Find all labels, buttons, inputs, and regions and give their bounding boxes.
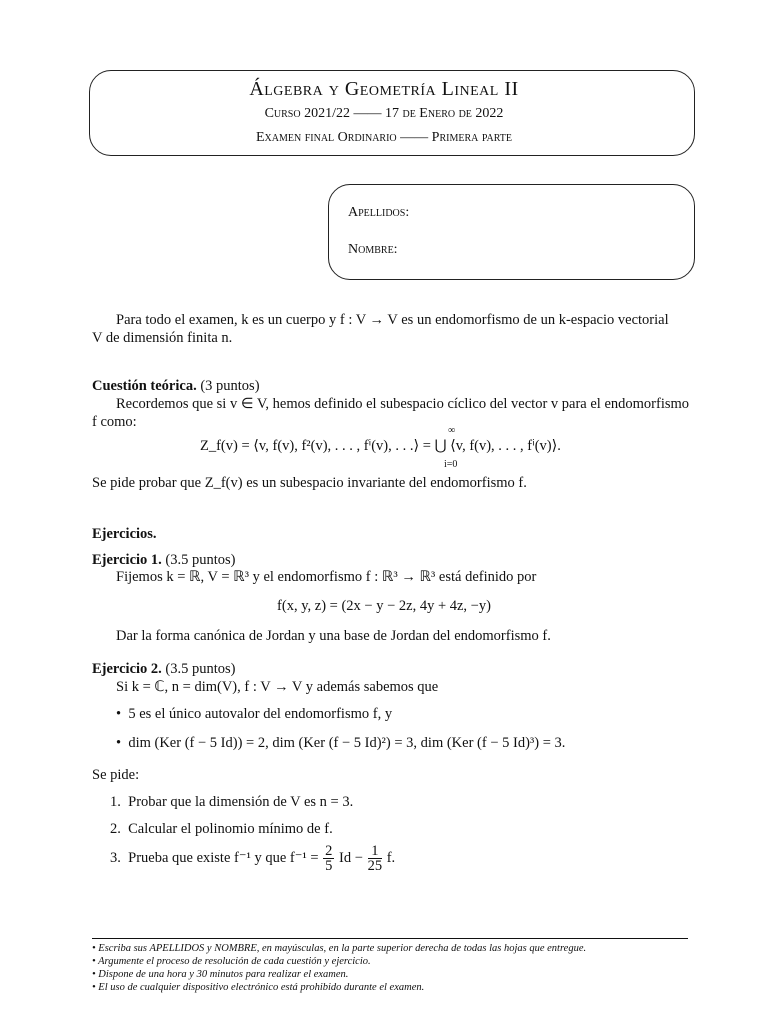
exercise2-item-3 bbox=[110, 843, 395, 873]
union-upper-limit: ∞ bbox=[448, 425, 456, 436]
item-3-number: 3. bbox=[110, 850, 121, 866]
surname-label: Apellidos: bbox=[348, 205, 410, 220]
identity-minus: Id − bbox=[339, 850, 363, 866]
exercise2-item-1 bbox=[110, 793, 353, 811]
theory-heading bbox=[92, 377, 260, 395]
exercise2-bullet-2: • dim (Ker (f − 5 Id)) = 2, dim (Ker (f − 5 Id)²) = 3, dim (Ker (f − 5 Id)³) = 3. bbox=[116, 735, 566, 751]
item-1-text: Probar que la dimensión de V es n = 3. bbox=[128, 794, 354, 810]
item-3-text: Prueba que existe f⁻¹ y que f⁻¹ = bbox=[128, 850, 319, 866]
exercises-heading: Ejercicios. bbox=[92, 526, 157, 542]
exercise2-bullet-2-text: dim (Ker (f − 5 Id)) = 2, dim (Ker (f − 5 Id)²) = 3, dim (Ker (f − 5 Id)³) = 3. bbox=[128, 735, 566, 751]
name-label: Nombre: bbox=[348, 242, 398, 257]
fraction-one-25th bbox=[368, 844, 383, 873]
formula-tail: f. bbox=[386, 850, 396, 866]
footnote-3: • Dispone de una hora y 30 minutos para realizar el examen. bbox=[92, 969, 349, 980]
theory-points: (3 puntos) bbox=[200, 378, 260, 394]
exercise1-task: Dar la forma canónica de Jordan y una base de Jordan del endomorfismo f. bbox=[116, 628, 551, 644]
exercise2-line-1: Si k = ℂ, n = dim(V), f : V → V y además sabemos que bbox=[116, 679, 439, 695]
exercise2-asks: Se pide: bbox=[92, 767, 140, 783]
intro-line-1: Para todo el examen, k es un cuerpo y f : V → V es un endomorfismo de un k-espacio vectorial bbox=[116, 312, 669, 328]
fraction-two-fifths bbox=[323, 844, 334, 873]
fraction-2-denominator: 25 bbox=[367, 858, 383, 875]
exam-subtitle: Examen final Ordinario —— Primera parte bbox=[256, 130, 512, 145]
item-2-number: 2. bbox=[110, 821, 121, 837]
union-lower-limit: i=0 bbox=[444, 459, 458, 470]
item-2-text: Calcular el polinomio mínimo de f. bbox=[128, 821, 333, 837]
exercise1-line-1: Fijemos k = ℝ, V = ℝ³ y el endomorfismo f : ℝ³ → ℝ³ está definido por bbox=[116, 569, 537, 585]
theory-line-2: f como: bbox=[92, 414, 137, 430]
exercise1-points: (3.5 puntos) bbox=[165, 552, 236, 568]
theory-title: Cuestión teórica. bbox=[92, 378, 197, 394]
exercise1-heading bbox=[92, 551, 236, 569]
exercise2-item-2 bbox=[110, 820, 333, 838]
theory-question: Se pide probar que Z_f(v) es un subespacio invariante del endomorfismo f. bbox=[92, 475, 527, 491]
item-1-number: 1. bbox=[110, 794, 121, 810]
fraction-1-numerator: 2 bbox=[325, 843, 333, 860]
course-date: Curso 2021/22 —— 17 de Enero de 2022 bbox=[264, 106, 504, 121]
footnote-4: • El uso de cualquier dispositivo electrónico está prohibido durante el examen. bbox=[92, 982, 425, 993]
footer-divider bbox=[92, 938, 688, 939]
exercise1-formula: f(x, y, z) = (2x − y − 2z, 4y + 4z, −y) bbox=[277, 598, 491, 614]
student-info-frame bbox=[328, 184, 695, 280]
intro-line-2: V de dimensión finita n. bbox=[92, 330, 233, 346]
theory-line-1: Recordemos que si v ∈ V, hemos definido el subespacio cíclico del vector v para el endomorfismo bbox=[116, 396, 690, 412]
theory-formula: Z_f(v) = ⟨v, f(v), f²(v), . . . , fⁱ(v), . . .⟩ = ⋃ ⟨v, f(v), . . . , fⁱ(v)⟩. bbox=[200, 438, 561, 454]
exercise2-points: (3.5 puntos) bbox=[165, 661, 236, 677]
exam-title: Álgebra y Geometría Lineal II bbox=[249, 78, 519, 100]
exercise2-title: Ejercicio 2. bbox=[92, 661, 162, 677]
exercise2-bullet-1: • 5 es el único autovalor del endomorfismo f, y bbox=[116, 706, 393, 722]
fraction-2-numerator: 1 bbox=[368, 844, 383, 859]
footnote-2: • Argumente el proceso de resolución de cada cuestión y ejercicio. bbox=[92, 956, 371, 967]
exercise2-heading bbox=[92, 660, 236, 678]
exercise1-title: Ejercicio 1. bbox=[92, 552, 162, 568]
footnote-1: • Escriba sus APELLIDOS y NOMBRE, en mayúsculas, en la parte superior derecha de todas las hojas que entregue. bbox=[92, 943, 587, 954]
fraction-1-denominator: 5 bbox=[325, 858, 333, 875]
exercise2-bullet-1-text: 5 es el único autovalor del endomorfismo f, y bbox=[128, 706, 393, 722]
